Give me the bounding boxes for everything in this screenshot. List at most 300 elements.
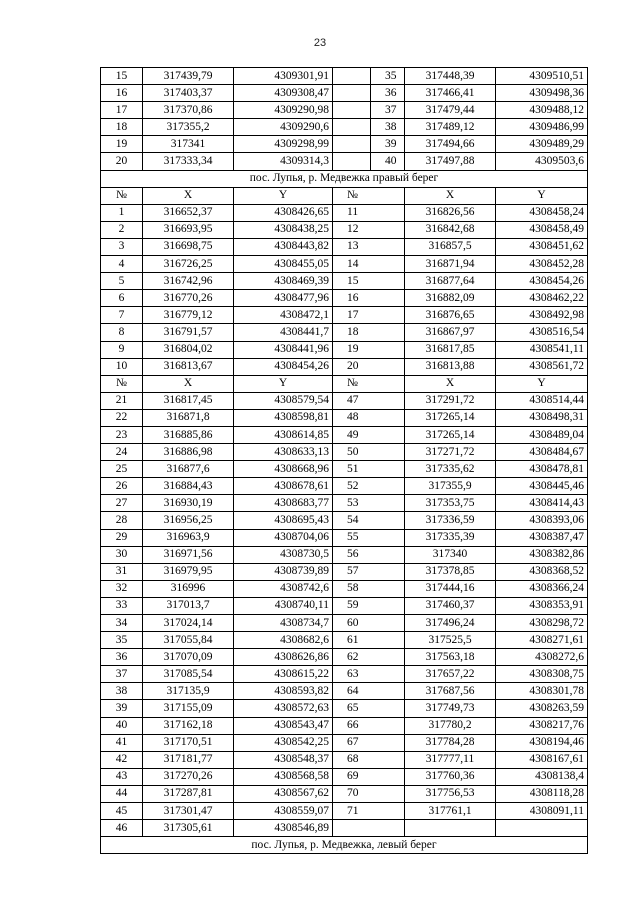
point-number: 23 <box>101 426 143 443</box>
x-coordinate: 317444,16 <box>405 580 496 597</box>
x-coordinate: 317013,7 <box>143 597 234 614</box>
y-coordinate: 4308272,6 <box>496 649 588 666</box>
point-number: 16 <box>333 290 405 307</box>
point-number: 31 <box>101 563 143 580</box>
point-number: 39 <box>371 136 405 153</box>
header-x: X <box>143 187 234 204</box>
y-coordinate: 4308543,47 <box>234 717 333 734</box>
y-coordinate: 4308091,11 <box>496 803 588 820</box>
y-coordinate: 4308668,96 <box>234 461 333 478</box>
point-number: 54 <box>333 512 405 529</box>
point-number: 56 <box>333 546 405 563</box>
x-coordinate: 316882,09 <box>405 290 496 307</box>
table-row <box>101 717 588 734</box>
header-y: Y <box>234 187 333 204</box>
x-coordinate: 317378,85 <box>405 563 496 580</box>
table-row <box>101 649 588 666</box>
header-row <box>101 375 588 392</box>
x-coordinate: 317070,09 <box>143 649 234 666</box>
y-coordinate: 4309510,51 <box>496 68 588 85</box>
point-number: 22 <box>101 409 143 426</box>
coordinates-table <box>100 67 588 854</box>
table-row <box>101 221 588 238</box>
table-row <box>101 290 588 307</box>
y-coordinate: 4309503,6 <box>496 153 588 170</box>
point-number: 34 <box>101 615 143 632</box>
point-number: 50 <box>333 444 405 461</box>
point-number: 35 <box>101 632 143 649</box>
y-coordinate: 4308739,89 <box>234 563 333 580</box>
point-number: 5 <box>101 273 143 290</box>
y-coordinate: 4308441,7 <box>234 324 333 341</box>
table-row <box>101 85 588 102</box>
x-coordinate: 317162,18 <box>143 717 234 734</box>
point-number: 1 <box>101 204 143 221</box>
x-coordinate: 317287,81 <box>143 785 234 802</box>
point-number: 37 <box>101 666 143 683</box>
x-coordinate: 317466,41 <box>405 85 496 102</box>
point-number: 45 <box>101 803 143 820</box>
y-coordinate: 4308308,75 <box>496 666 588 683</box>
table-row <box>101 238 588 255</box>
x-coordinate: 316804,02 <box>143 341 234 358</box>
point-number: 33 <box>101 597 143 614</box>
x-coordinate: 316877,64 <box>405 273 496 290</box>
point-number: 36 <box>101 649 143 666</box>
y-coordinate: 4308445,46 <box>496 478 588 495</box>
x-coordinate: 317270,26 <box>143 768 234 785</box>
x-coordinate: 317439,79 <box>143 68 234 85</box>
table-row <box>101 426 588 443</box>
x-coordinate: 317265,14 <box>405 409 496 426</box>
separator-cell <box>333 153 371 170</box>
y-coordinate: 4308484,67 <box>496 444 588 461</box>
x-coordinate: 316817,45 <box>143 392 234 409</box>
y-coordinate: 4308514,44 <box>496 392 588 409</box>
y-coordinate: 4308561,72 <box>496 358 588 375</box>
header-number: № <box>101 375 143 392</box>
point-number: 20 <box>333 358 405 375</box>
y-coordinate: 4309486,99 <box>496 119 588 136</box>
x-coordinate: 317496,24 <box>405 615 496 632</box>
point-number: 26 <box>101 478 143 495</box>
y-coordinate: 4308548,37 <box>234 751 333 768</box>
x-coordinate: 316867,97 <box>405 324 496 341</box>
x-coordinate: 316996 <box>143 580 234 597</box>
x-coordinate: 317657,22 <box>405 666 496 683</box>
y-coordinate: 4308489,04 <box>496 426 588 443</box>
x-coordinate: 317135,9 <box>143 683 234 700</box>
y-coordinate: 4308516,54 <box>496 324 588 341</box>
point-number: 70 <box>333 785 405 802</box>
x-coordinate: 317489,12 <box>405 119 496 136</box>
table-row <box>101 392 588 409</box>
x-coordinate: 317336,59 <box>405 512 496 529</box>
y-coordinate: 4309301,91 <box>234 68 333 85</box>
point-number: 63 <box>333 666 405 683</box>
y-coordinate: 4308462,22 <box>496 290 588 307</box>
x-coordinate: 316884,43 <box>143 478 234 495</box>
table-row <box>101 324 588 341</box>
table-row <box>101 734 588 751</box>
x-coordinate: 316813,88 <box>405 358 496 375</box>
x-coordinate: 316652,37 <box>143 204 234 221</box>
point-number: 14 <box>333 256 405 273</box>
y-coordinate: 4309489,29 <box>496 136 588 153</box>
point-number: 13 <box>333 238 405 255</box>
x-coordinate: 317355,9 <box>405 478 496 495</box>
table-row <box>101 751 588 768</box>
x-coordinate: 317448,39 <box>405 68 496 85</box>
point-number <box>333 820 405 837</box>
y-coordinate: 4308118,28 <box>496 785 588 802</box>
point-number: 25 <box>101 461 143 478</box>
point-number: 15 <box>101 68 143 85</box>
caption-left-bank: пос. Лупья, р. Медвежка, левый берег <box>101 837 588 854</box>
x-coordinate: 316817,85 <box>405 341 496 358</box>
table-row <box>101 341 588 358</box>
point-number: 3 <box>101 238 143 255</box>
section-continued-rows <box>101 68 588 171</box>
point-number: 36 <box>371 85 405 102</box>
point-number: 35 <box>371 68 405 85</box>
table-row <box>101 409 588 426</box>
table-row <box>101 204 588 221</box>
y-coordinate: 4308472,1 <box>234 307 333 324</box>
x-coordinate: 316693,95 <box>143 221 234 238</box>
header-x: X <box>405 187 496 204</box>
point-number: 18 <box>101 119 143 136</box>
x-coordinate: 317335,39 <box>405 529 496 546</box>
x-coordinate: 317265,14 <box>405 426 496 443</box>
point-number: 49 <box>333 426 405 443</box>
y-coordinate: 4308438,25 <box>234 221 333 238</box>
header-y: Y <box>234 375 333 392</box>
caption-right-bank: пос. Лупья, р. Медвежка правый берег <box>101 170 588 187</box>
table-row <box>101 512 588 529</box>
x-coordinate: 317749,73 <box>405 700 496 717</box>
y-coordinate: 4308682,6 <box>234 632 333 649</box>
y-coordinate: 4308454,26 <box>496 273 588 290</box>
caption-right-bank-row <box>101 170 588 187</box>
y-coordinate: 4309498,36 <box>496 85 588 102</box>
point-number: 12 <box>333 221 405 238</box>
point-number: 8 <box>101 324 143 341</box>
y-coordinate: 4308455,05 <box>234 256 333 273</box>
point-number: 4 <box>101 256 143 273</box>
header-row <box>101 187 588 204</box>
point-number: 24 <box>101 444 143 461</box>
x-coordinate: 317760,36 <box>405 768 496 785</box>
table-row <box>101 666 588 683</box>
x-coordinate: 316956,25 <box>143 512 234 529</box>
point-number: 6 <box>101 290 143 307</box>
table-row <box>101 478 588 495</box>
right-bank-section-continued <box>101 375 588 837</box>
point-number: 38 <box>101 683 143 700</box>
x-coordinate: 317305,61 <box>143 820 234 837</box>
point-number: 55 <box>333 529 405 546</box>
x-coordinate: 317170,51 <box>143 734 234 751</box>
point-number: 19 <box>333 341 405 358</box>
x-coordinate: 317784,28 <box>405 734 496 751</box>
x-coordinate: 317370,86 <box>143 102 234 119</box>
y-coordinate: 4308730,5 <box>234 546 333 563</box>
point-number: 40 <box>101 717 143 734</box>
x-coordinate: 317340 <box>405 546 496 563</box>
y-coordinate: 4308568,58 <box>234 768 333 785</box>
point-number: 21 <box>101 392 143 409</box>
point-number: 15 <box>333 273 405 290</box>
header-number: № <box>333 375 405 392</box>
x-coordinate: 316726,25 <box>143 256 234 273</box>
table-row <box>101 136 588 153</box>
y-coordinate: 4308217,76 <box>496 717 588 734</box>
y-coordinate: 4308492,98 <box>496 307 588 324</box>
table-row <box>101 68 588 85</box>
point-number: 37 <box>371 102 405 119</box>
x-coordinate: 316791,57 <box>143 324 234 341</box>
y-coordinate: 4308382,86 <box>496 546 588 563</box>
separator-cell <box>333 68 371 85</box>
point-number: 7 <box>101 307 143 324</box>
point-number: 17 <box>101 102 143 119</box>
x-coordinate: 316971,56 <box>143 546 234 563</box>
x-coordinate: 316698,75 <box>143 238 234 255</box>
header-x: X <box>143 375 234 392</box>
y-coordinate: 4309290,6 <box>234 119 333 136</box>
point-number: 38 <box>371 119 405 136</box>
x-coordinate: 316842,68 <box>405 221 496 238</box>
point-number: 43 <box>101 768 143 785</box>
y-coordinate: 4308678,61 <box>234 478 333 495</box>
x-coordinate: 317563,18 <box>405 649 496 666</box>
y-coordinate: 4308393,06 <box>496 512 588 529</box>
header-number: № <box>101 187 143 204</box>
point-number: 19 <box>101 136 143 153</box>
y-coordinate: 4308498,31 <box>496 409 588 426</box>
y-coordinate: 4308414,43 <box>496 495 588 512</box>
x-coordinate: 316979,95 <box>143 563 234 580</box>
y-coordinate: 4308301,78 <box>496 683 588 700</box>
page-number: 23 <box>313 37 327 49</box>
point-number: 71 <box>333 803 405 820</box>
x-coordinate: 317777,11 <box>405 751 496 768</box>
y-coordinate: 4308263,59 <box>496 700 588 717</box>
y-coordinate: 4308546,89 <box>234 820 333 837</box>
y-coordinate: 4308477,96 <box>234 290 333 307</box>
point-number: 60 <box>333 615 405 632</box>
y-coordinate: 4308368,52 <box>496 563 588 580</box>
table-row <box>101 444 588 461</box>
y-coordinate: 4308451,62 <box>496 238 588 255</box>
y-coordinate: 4308443,82 <box>234 238 333 255</box>
y-coordinate: 4308614,85 <box>234 426 333 443</box>
y-coordinate: 4308194,46 <box>496 734 588 751</box>
x-coordinate: 317494,66 <box>405 136 496 153</box>
point-number: 67 <box>333 734 405 751</box>
point-number: 58 <box>333 580 405 597</box>
x-coordinate: 317085,54 <box>143 666 234 683</box>
table-row <box>101 580 588 597</box>
point-number: 9 <box>101 341 143 358</box>
y-coordinate: 4308298,72 <box>496 615 588 632</box>
point-number: 2 <box>101 221 143 238</box>
point-number: 68 <box>333 751 405 768</box>
point-number: 11 <box>333 204 405 221</box>
y-coordinate: 4308541,11 <box>496 341 588 358</box>
x-coordinate: 317353,75 <box>405 495 496 512</box>
point-number: 57 <box>333 563 405 580</box>
y-coordinate: 4308633,13 <box>234 444 333 461</box>
x-coordinate: 316871,8 <box>143 409 234 426</box>
table-row <box>101 803 588 820</box>
y-coordinate: 4309298,99 <box>234 136 333 153</box>
y-coordinate: 4308366,24 <box>496 580 588 597</box>
y-coordinate: 4308742,6 <box>234 580 333 597</box>
point-number: 18 <box>333 324 405 341</box>
x-coordinate: 316886,98 <box>143 444 234 461</box>
point-number: 65 <box>333 700 405 717</box>
y-coordinate: 4308704,06 <box>234 529 333 546</box>
x-coordinate: 316876,65 <box>405 307 496 324</box>
x-coordinate: 317780,2 <box>405 717 496 734</box>
point-number: 66 <box>333 717 405 734</box>
right-bank-section <box>101 187 588 375</box>
y-coordinate: 4308579,54 <box>234 392 333 409</box>
table-row <box>101 563 588 580</box>
x-coordinate: 316930,19 <box>143 495 234 512</box>
x-coordinate: 317355,2 <box>143 119 234 136</box>
point-number: 62 <box>333 649 405 666</box>
y-coordinate: 4308734,7 <box>234 615 333 632</box>
point-number: 10 <box>101 358 143 375</box>
table-row <box>101 546 588 563</box>
y-coordinate: 4309488,12 <box>496 102 588 119</box>
point-number: 61 <box>333 632 405 649</box>
table-row <box>101 768 588 785</box>
table-row <box>101 461 588 478</box>
x-coordinate: 316770,26 <box>143 290 234 307</box>
table-row <box>101 358 588 375</box>
x-coordinate: 317761,1 <box>405 803 496 820</box>
x-coordinate: 317756,53 <box>405 785 496 802</box>
separator-cell <box>333 102 371 119</box>
y-coordinate: 4308167,61 <box>496 751 588 768</box>
y-coordinate: 4308542,25 <box>234 734 333 751</box>
table-row <box>101 615 588 632</box>
y-coordinate: 4308387,47 <box>496 529 588 546</box>
x-coordinate: 316857,5 <box>405 238 496 255</box>
point-number: 48 <box>333 409 405 426</box>
table-row <box>101 495 588 512</box>
table-row <box>101 785 588 802</box>
y-coordinate: 4308426,65 <box>234 204 333 221</box>
x-coordinate: 317460,37 <box>405 597 496 614</box>
point-number: 51 <box>333 461 405 478</box>
x-coordinate: 317525,5 <box>405 632 496 649</box>
point-number: 27 <box>101 495 143 512</box>
point-number: 47 <box>333 392 405 409</box>
x-coordinate: 317479,44 <box>405 102 496 119</box>
y-coordinate <box>496 820 588 837</box>
point-number: 59 <box>333 597 405 614</box>
header-y: Y <box>496 375 588 392</box>
x-coordinate: 317403,37 <box>143 85 234 102</box>
point-number: 69 <box>333 768 405 785</box>
x-coordinate: 317271,72 <box>405 444 496 461</box>
y-coordinate: 4308469,39 <box>234 273 333 290</box>
y-coordinate: 4308695,43 <box>234 512 333 529</box>
y-coordinate: 4308572,63 <box>234 700 333 717</box>
x-coordinate: 317301,47 <box>143 803 234 820</box>
table-row <box>101 273 588 290</box>
y-coordinate: 4308271,61 <box>496 632 588 649</box>
y-coordinate: 4308593,82 <box>234 683 333 700</box>
point-number: 41 <box>101 734 143 751</box>
x-coordinate: 317155,09 <box>143 700 234 717</box>
y-coordinate: 4308615,22 <box>234 666 333 683</box>
x-coordinate: 317055,84 <box>143 632 234 649</box>
point-number: 39 <box>101 700 143 717</box>
point-number: 29 <box>101 529 143 546</box>
point-number: 28 <box>101 512 143 529</box>
point-number: 32 <box>101 580 143 597</box>
x-coordinate: 317497,88 <box>405 153 496 170</box>
y-coordinate: 4309314,3 <box>234 153 333 170</box>
x-coordinate: 317335,62 <box>405 461 496 478</box>
table-row <box>101 683 588 700</box>
table-row <box>101 256 588 273</box>
point-number: 46 <box>101 820 143 837</box>
table-row <box>101 597 588 614</box>
y-coordinate: 4308559,07 <box>234 803 333 820</box>
header-y: Y <box>496 187 588 204</box>
table-row <box>101 529 588 546</box>
x-coordinate: 317181,77 <box>143 751 234 768</box>
y-coordinate: 4308478,81 <box>496 461 588 478</box>
x-coordinate: 316813,67 <box>143 358 234 375</box>
x-coordinate <box>405 820 496 837</box>
point-number: 64 <box>333 683 405 700</box>
x-coordinate: 316779,12 <box>143 307 234 324</box>
table-row <box>101 102 588 119</box>
y-coordinate: 4308458,49 <box>496 221 588 238</box>
point-number: 17 <box>333 307 405 324</box>
y-coordinate: 4309290,98 <box>234 102 333 119</box>
y-coordinate: 4308598,81 <box>234 409 333 426</box>
point-number: 40 <box>371 153 405 170</box>
point-number: 52 <box>333 478 405 495</box>
y-coordinate: 4308567,62 <box>234 785 333 802</box>
x-coordinate: 316871,94 <box>405 256 496 273</box>
point-number: 44 <box>101 785 143 802</box>
x-coordinate: 316826,56 <box>405 204 496 221</box>
point-number: 53 <box>333 495 405 512</box>
y-coordinate: 4308626,86 <box>234 649 333 666</box>
x-coordinate: 316885,86 <box>143 426 234 443</box>
y-coordinate: 4308441,96 <box>234 341 333 358</box>
y-coordinate: 4308353,91 <box>496 597 588 614</box>
point-number: 30 <box>101 546 143 563</box>
table-row <box>101 632 588 649</box>
x-coordinate: 317333,34 <box>143 153 234 170</box>
caption-left-bank-row <box>101 837 588 854</box>
x-coordinate: 317687,56 <box>405 683 496 700</box>
x-coordinate: 316963,9 <box>143 529 234 546</box>
y-coordinate: 4308454,26 <box>234 358 333 375</box>
x-coordinate: 316877,6 <box>143 461 234 478</box>
